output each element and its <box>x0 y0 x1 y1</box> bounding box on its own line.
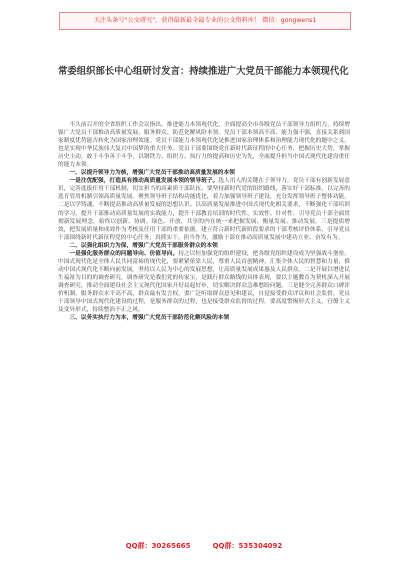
section-heading: 二、以强化组织力为保，增强广大党员干部服务群众的本领 <box>69 242 218 249</box>
paragraph-lead: 一是强化服务群众的问题导向、价值导向。 <box>69 250 179 257</box>
footer-qq-group-1: QQ群：30265665 <box>125 542 191 550</box>
footer <box>0 541 408 551</box>
promo-banner: 关注头条号"公文研究"，获得最新最全最专业的公文资料库！ 微信：gongwens1 <box>59 12 351 30</box>
section-heading: 一、以提升领导力为核，增强广大党员干部推动高质量发展的本领 <box>69 170 235 177</box>
paragraph-text: 不久前召开的全省组织工作会议指出，推进能力本领现代化，全面提高全市各级党员干部领导力组织力，持续增强广大党员干部推动高质量发展、服务群众、防范化解风险本领。党员干部本领高不高、能力强不强，直接关系到国家制度优势能否转化为国家治理效能。党员干部能力本领现代化是推进国家治理体系和治理能力现代化的题中之义，也是实现中华民族伟大复兴中国梦的重大任务。党员干部要围绕党在新时代新征程的中心任务，把握历史大势，掌握历史主动，敢于斗争善于斗争，以钢铁力、组织力、执行力的提高和历史为先，全面提升担当中国式现代化建设重任的能力本领。 <box>58 122 350 169</box>
page-title: 常委组织部长中心组研讨发言：持续推进广大党员干部能力本领现代化 <box>58 66 349 77</box>
article-body <box>58 121 350 322</box>
paragraph-text: 持之以恒加强党的组织建设，把各级党组织建设成为坚强战斗堡垒。中国式现代化是全体人民共同富裕的现代化，要紧紧依靠人民，尊重人民首创精神，汇集全体人民的智慧和力量，推动中国式现代化不断向前发展。坚持以人民为中心的发展思想，让高质量发展成果惠及人民群众。二是开展以增进民生福祉为目的的调查研究。调查研究是我们党的传家宝，是践行群众路线的具体表现，要以主题教育为契机深入开展调查研究，推动全面建设社会主义现代化国家开好局起好步，切实解决群众急难愁盼问题。三是健全完善群众口碑评价机制。服务群众水平高不高，群众最有发言权。要广泛听取群众意见和建议，自觉接受群众评议和社会监督。党员干部领导中国式现代化建设的过程，是服务群众的过程，也是接受群众监督的过程。要高度警惕形式主义、官僚主义及变异形式，持续整治不正之风。 <box>58 250 350 314</box>
body-paragraph <box>58 250 350 314</box>
body-paragraph <box>58 177 350 241</box>
paragraph-lead: 一是注优配强，打造具有推动高质量发展本领的领导班子。 <box>69 178 219 185</box>
paragraph-text: 选人用人的关键在于领导力。党员干部有创新发展意识，完善选拔任用干部机制，切实担当的高素质干部队伍。要坚持新时代党的组织路线，落实好干部标准，以完善的选育管用机制引领高质量发展。聚焦领导班子结构功能优化，着力加强领导班子建设，充分发挥领导班子整体功能。二是以学铸魂，不断提高推动高质量发展的思想认识。以高质量发展推进中国式现代化相关要求，不断强化干部培训的学习，提升干部推动高质量发展的实战能力，提升干部教育培训的时代性、实效性、针对性。引导党员干部全面贯彻新发展理念，始终以创新、协调、绿色、开放、共享的内在统一来把握发展、衡量发展、推动发展。三是提质增效，把发展质量和成效作为考核及任用干部的重要依据。建立符合新时代新阶段要求的干部考核评价体系，引导党员干部围绕新时代新征程党的中心任务，真抓实干、担当作为，激励干部在推动高质量发展中建功立业、奋发有为。 <box>58 178 350 241</box>
body-paragraph <box>58 121 350 169</box>
section-heading: 三、以务实执行力为本，增强广大党员干部防范化解风险的本领 <box>69 315 230 322</box>
footer-qq-group-2: QQ群：535304092 <box>212 542 283 550</box>
